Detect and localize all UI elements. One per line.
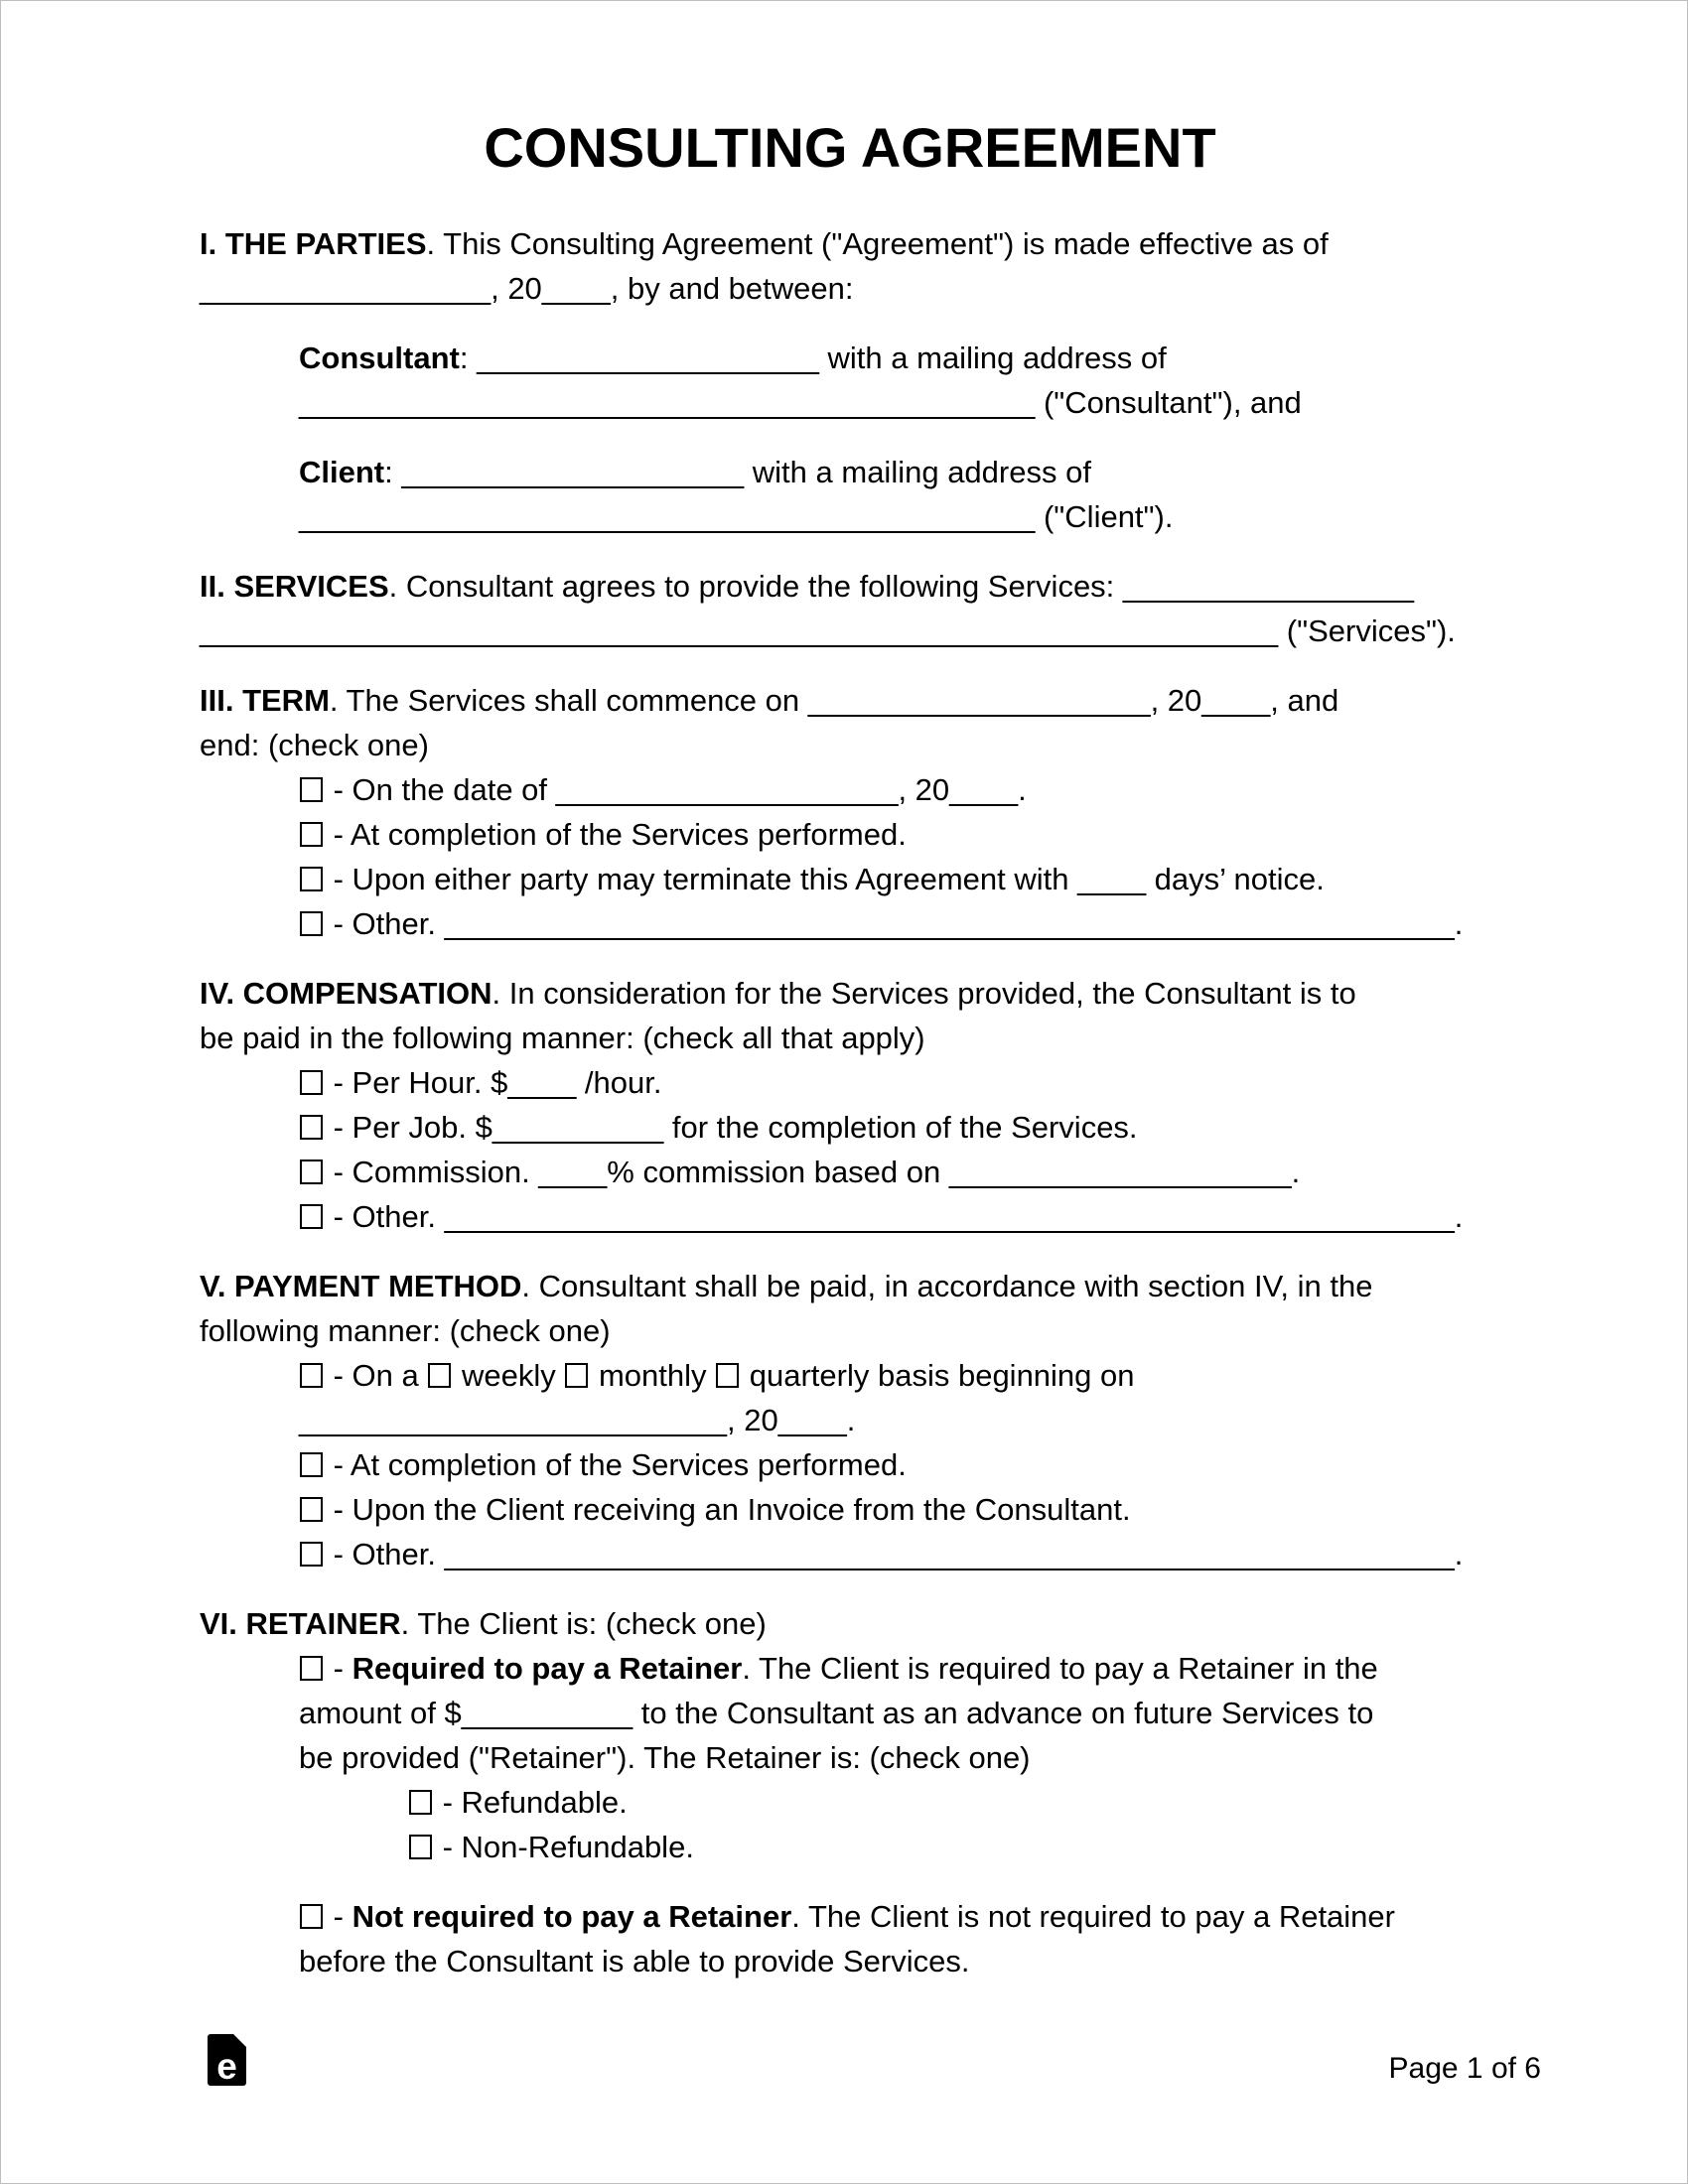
text-run: - On a xyxy=(325,1358,428,1393)
text-run: _______________________________________________________________ ("Services"). xyxy=(200,614,1456,648)
section-i-the-parties xyxy=(200,221,1500,311)
checkbox-icon xyxy=(300,1115,323,1140)
checkbox-icon xyxy=(300,1070,323,1095)
text-run: - Per Hour. $____ /hour. xyxy=(325,1065,662,1100)
text-run: - Other. ___________________________________________________________. xyxy=(325,906,1464,941)
text-line xyxy=(299,1194,1500,1239)
party-consultant xyxy=(200,336,1500,425)
text-line xyxy=(299,494,1500,539)
checkbox-icon xyxy=(300,1656,323,1681)
text-line xyxy=(299,1105,1500,1150)
text-line xyxy=(299,450,1500,494)
checkbox-icon xyxy=(300,867,323,891)
text-line xyxy=(299,1939,1500,1983)
checkbox-icon xyxy=(300,1363,323,1388)
text-run: _________________________, 20____. xyxy=(299,1403,856,1437)
checkbox-icon xyxy=(300,777,323,802)
bold-text-run: I. THE PARTIES xyxy=(200,226,427,261)
text-run: monthly xyxy=(590,1358,716,1393)
text-run: weekly xyxy=(453,1358,565,1393)
text-run: ___________________________________________ ("Consultant"), and xyxy=(299,385,1302,420)
text-line xyxy=(200,971,1500,1016)
text-line xyxy=(200,1308,1500,1353)
text-line xyxy=(299,1442,1500,1487)
bold-text-run: Client xyxy=(299,455,385,489)
text-line xyxy=(299,1894,1500,1939)
text-run: . In consideration for the Services provided, the Consultant is to xyxy=(492,976,1356,1011)
checkbox-icon xyxy=(300,1452,323,1477)
text-run: - On the date of ____________________, 20____. xyxy=(325,772,1027,807)
checkbox-icon xyxy=(300,1904,323,1929)
text-line xyxy=(408,1825,1500,1869)
text-run: - xyxy=(325,1651,352,1686)
text-run: : ____________________ with a mailing address of xyxy=(459,341,1167,375)
text-run: . The Services shall commence on ____________________, 20____, and xyxy=(329,683,1339,718)
text-run: - xyxy=(325,1899,352,1934)
text-run: end: (check one) xyxy=(200,728,429,762)
checkbox-icon xyxy=(428,1363,451,1388)
text-line xyxy=(299,1353,1500,1398)
page-number-label: Page 1 of 6 xyxy=(1388,2052,1541,2085)
text-run: - Upon the Client receiving an Invoice from the Consultant. xyxy=(325,1492,1131,1527)
text-run: . The Client is: (check one) xyxy=(400,1606,767,1641)
text-run: _________________, 20____, by and between: xyxy=(200,271,854,306)
checkbox-icon xyxy=(716,1363,739,1388)
text-line xyxy=(299,1398,1500,1442)
text-run: . Consultant agrees to provide the following Services: _________________ xyxy=(388,569,1414,604)
text-line xyxy=(200,1601,1500,1646)
text-run: - Upon either party may terminate this Agreement with ____ days’ notice. xyxy=(325,862,1325,896)
text-line xyxy=(299,901,1500,946)
text-line xyxy=(299,1487,1500,1532)
document-content xyxy=(200,116,1500,2008)
text-line xyxy=(200,678,1500,723)
text-line xyxy=(299,1060,1500,1105)
text-run: : ____________________ with a mailing address of xyxy=(384,455,1091,489)
section-ii-services xyxy=(200,564,1500,653)
checkbox-icon xyxy=(409,1835,432,1859)
text-run: . The Client is not required to pay a Retainer xyxy=(791,1899,1395,1934)
text-run: be paid in the following manner: (check all that apply) xyxy=(200,1021,925,1055)
text-line xyxy=(200,609,1500,653)
text-line xyxy=(299,1646,1500,1691)
party-client xyxy=(200,450,1500,539)
text-run: amount of $__________ to the Consultant as an advance on future Services to xyxy=(299,1696,1374,1730)
bold-text-run: V. PAYMENT METHOD xyxy=(200,1269,522,1303)
section-iv-compensation xyxy=(200,971,1500,1239)
section-vi-retainer xyxy=(200,1601,1500,1869)
text-run: be provided ("Retainer"). The Retainer is: (check one) xyxy=(299,1740,1031,1775)
text-run: quarterly basis beginning on xyxy=(741,1358,1135,1393)
document-title: CONSULTING AGREEMENT xyxy=(484,116,1216,179)
text-line xyxy=(200,723,1500,767)
bold-text-run: VI. RETAINER xyxy=(200,1606,401,1641)
text-run: - Refundable. xyxy=(434,1785,628,1820)
text-run: . Consultant shall be paid, in accordance with section IV, in the xyxy=(521,1269,1373,1303)
text-run: - Commission. ____% commission based on ____________________. xyxy=(325,1155,1301,1189)
text-run: - At completion of the Services performed. xyxy=(325,817,907,852)
checkbox-icon xyxy=(300,1160,323,1184)
checkbox-icon xyxy=(300,1497,323,1522)
checkbox-icon xyxy=(300,1204,323,1229)
text-line xyxy=(299,1532,1500,1576)
section-iii-term xyxy=(200,678,1500,946)
bold-text-run: II. SERVICES xyxy=(200,569,389,604)
checkbox-icon xyxy=(300,1542,323,1567)
text-line xyxy=(299,1735,1500,1780)
text-line xyxy=(299,812,1500,857)
text-line xyxy=(299,380,1500,425)
text-line xyxy=(408,1780,1500,1825)
text-line xyxy=(200,266,1500,311)
text-run: following manner: (check one) xyxy=(200,1313,611,1348)
text-run: ___________________________________________ ("Client"). xyxy=(299,499,1174,534)
text-run: - Other. ___________________________________________________________. xyxy=(325,1537,1464,1571)
eforms-logo-letter: e xyxy=(216,2046,237,2087)
bold-text-run: Required to pay a Retainer xyxy=(352,1651,743,1686)
text-run: . This Consulting Agreement ("Agreement") is made effective as of xyxy=(426,226,1329,261)
eforms-logo-icon xyxy=(208,2034,246,2086)
checkbox-icon xyxy=(565,1363,588,1388)
text-run: before the Consultant is able to provide Services. xyxy=(299,1944,970,1979)
bold-text-run: IV. COMPENSATION xyxy=(200,976,492,1011)
text-line xyxy=(200,1016,1500,1060)
text-line xyxy=(299,857,1500,901)
text-run: - Per Job. $__________ for the completion of the Services. xyxy=(325,1110,1138,1145)
bold-text-run: Consultant xyxy=(299,341,460,375)
text-line xyxy=(299,1691,1500,1735)
bold-text-run: III. TERM xyxy=(200,683,330,718)
text-run: - Other. ___________________________________________________________. xyxy=(325,1199,1464,1234)
text-line xyxy=(299,336,1500,380)
section-vi-retainer-not-required xyxy=(200,1894,1500,1983)
checkbox-icon xyxy=(300,822,323,847)
text-line xyxy=(299,767,1500,812)
text-run: - At completion of the Services performed. xyxy=(325,1447,907,1482)
text-line xyxy=(200,1264,1500,1308)
checkbox-icon xyxy=(300,911,323,936)
text-line xyxy=(299,1150,1500,1194)
text-run: - Non-Refundable. xyxy=(434,1830,694,1864)
checkbox-icon xyxy=(409,1790,432,1815)
document-body xyxy=(200,221,1500,1983)
section-v-payment-method xyxy=(200,1264,1500,1576)
bold-text-run: Not required to pay a Retainer xyxy=(352,1899,792,1934)
text-line xyxy=(200,221,1500,266)
text-run: . The Client is required to pay a Retainer in the xyxy=(742,1651,1378,1686)
text-line xyxy=(200,564,1500,609)
